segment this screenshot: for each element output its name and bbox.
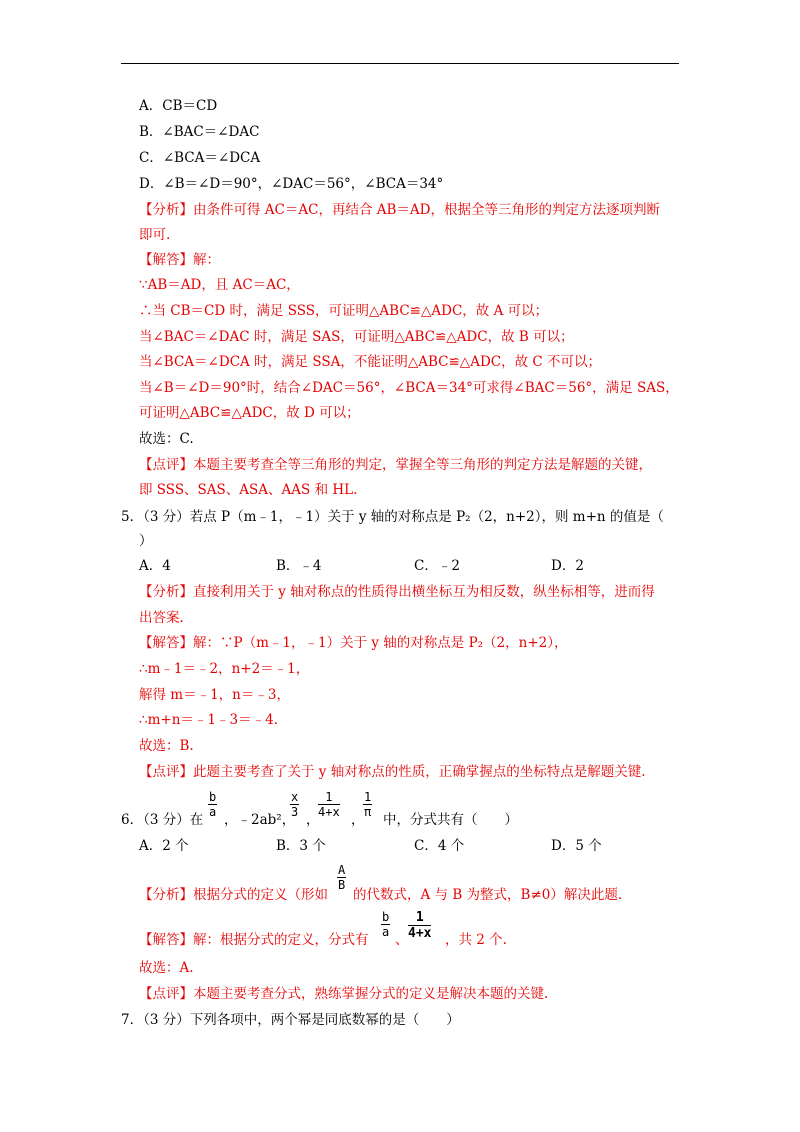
q4-solution-line1: ∵AB＝AD，且 AC＝AC， bbox=[139, 277, 300, 293]
q6-comment: 【点评】本题主要考查分式，熟练掌握分式的定义是解决本题的关键. bbox=[139, 986, 549, 1002]
q4-option-b: B．∠BAC＝∠DAC bbox=[139, 124, 260, 140]
q5-solution-line1: 【解答】解：∵P（m﹣1，﹣1）关于 y 轴的对称点是 P₂（2，n+2）， bbox=[139, 635, 568, 651]
q4-solution-line5: 当∠B＝∠D＝90°时，结合∠DAC＝56°，∠BCA＝34°可求得∠BAC＝56°，满足 SAS， bbox=[139, 380, 679, 396]
fraction-numerator: A bbox=[338, 863, 346, 877]
q4-option-d: D．∠B＝∠D＝90°，∠DAC＝56°，∠BCA＝34° bbox=[139, 176, 444, 192]
fraction-denominator: 4+x bbox=[318, 805, 340, 819]
q5-option-a: A．4 bbox=[139, 558, 171, 574]
q7-stem: 7．（3 分）下列各项中，两个幂是同底数幂的是（ ） bbox=[121, 1012, 460, 1028]
q6-solution-prefix: 【解答】解：根据分式的定义，分式有 bbox=[139, 932, 369, 948]
q5-comment: 【点评】此题主要考查了关于 y 轴对称点的性质，正确掌握点的坐标特点是解题关键. bbox=[139, 764, 646, 780]
q4-option-c: C．∠BCA＝∠DCA bbox=[139, 150, 261, 166]
q6-solution-fraction-1-over-4plusx bbox=[408, 911, 431, 940]
q5-option-c: C．﹣2 bbox=[414, 558, 460, 574]
fraction-numerator: 1 bbox=[415, 910, 424, 925]
q4-option-a: A．CB＝CD bbox=[139, 98, 218, 114]
q6-solution-fraction-b-over-a bbox=[381, 911, 390, 938]
q4-analysis-line2: 即可. bbox=[139, 227, 171, 243]
q6-option-b: B．3 个 bbox=[276, 838, 326, 854]
fraction-denominator: π bbox=[364, 805, 372, 819]
q5-solution-line3: 解得 m＝﹣1，n＝﹣3， bbox=[139, 687, 290, 703]
q6-option-c: C．4 个 bbox=[414, 838, 465, 854]
fraction-numerator: b bbox=[382, 910, 390, 924]
q6-fraction-b-over-a bbox=[208, 791, 217, 818]
q6-comma-1: ， bbox=[306, 812, 320, 828]
q4-analysis-line1: 【分析】由条件可得 AC＝AC，再结合 AB＝AD，根据全等三角形的判定方法逐项判断 bbox=[139, 202, 660, 218]
fraction-denominator: a bbox=[209, 805, 217, 819]
q6-stem-prefix: 6．（3 分）在 bbox=[121, 812, 204, 828]
q4-solution-line2: ∴当 CB＝CD 时，满足 SSS，可证明△ABC≌△ADC，故 A 可以； bbox=[139, 303, 549, 319]
fraction-denominator: 4+x bbox=[408, 926, 432, 941]
q6-solution-separator: 、 bbox=[395, 932, 409, 948]
q4-solution-line4: 当∠BCA＝∠DCA 时，满足 SSA，不能证明△ABC≌△ADC，故 C 不可以； bbox=[139, 354, 602, 370]
header-rule bbox=[121, 63, 679, 64]
q6-option-a: A．2 个 bbox=[139, 838, 189, 854]
q6-fraction-A-over-B bbox=[337, 864, 346, 891]
q6-fraction-1-over-pi bbox=[363, 791, 372, 818]
q4-choice: 故选：C. bbox=[139, 431, 194, 447]
q6-stem-suffix: 中，分式共有（ ） bbox=[383, 812, 518, 828]
q5-analysis-line2: 出答案. bbox=[139, 610, 184, 626]
q5-analysis-line1: 【分析】直接利用关于 y 轴对称点的性质得出横坐标互为相反数，纵坐标相等，进而得 bbox=[139, 584, 655, 600]
q6-comma-2: ， bbox=[351, 812, 365, 828]
q6-term-2ab: ，﹣2ab²， bbox=[224, 812, 296, 828]
q6-analysis-suffix: 的代数式，A 与 B 为整式，B≠0）解决此题. bbox=[353, 887, 623, 903]
fraction-denominator: a bbox=[382, 925, 390, 939]
fraction-numerator: b bbox=[209, 790, 217, 804]
q6-analysis-prefix: 【分析】根据分式的定义（形如 bbox=[139, 887, 328, 903]
q5-stem: 5．（3 分）若点 P（m﹣1，﹣1）关于 y 轴的对称点是 P₂（2，n+2），则 m+n 的值是（ bbox=[121, 509, 664, 525]
q4-solution-head: 【解答】解： bbox=[139, 252, 220, 268]
q5-stem-close: ） bbox=[139, 533, 153, 549]
q4-solution-line3: 当∠BAC＝∠DAC 时，满足 SAS，可证明△ABC≌△ADC，故 B 可以； bbox=[139, 329, 574, 345]
q6-choice: 故选：A. bbox=[139, 960, 194, 976]
q5-solution-line4: ∴m+n＝﹣1﹣3＝﹣4. bbox=[139, 712, 278, 728]
q6-fraction-1-over-4plusx bbox=[318, 791, 340, 818]
q6-fraction-x-over-3 bbox=[290, 791, 299, 818]
q5-choice: 故选：B. bbox=[139, 738, 194, 754]
q5-solution-line2: ∴m﹣1＝﹣2，n+2＝﹣1， bbox=[139, 661, 310, 677]
fraction-numerator: 1 bbox=[325, 790, 333, 804]
q4-comment-line1: 【点评】本题主要考查全等三角形的判定，掌握全等三角形的判定方法是解题的关键， bbox=[139, 457, 652, 473]
fraction-numerator: x bbox=[291, 790, 299, 804]
q6-option-d: D．5 个 bbox=[551, 838, 602, 854]
q6-solution-suffix: ，共 2 个. bbox=[445, 932, 507, 948]
fraction-denominator: B bbox=[338, 878, 346, 892]
q4-solution-line6: 可证明△ABC≌△ADC，故 D 可以； bbox=[139, 405, 360, 421]
fraction-denominator: 3 bbox=[291, 805, 299, 819]
q4-comment-line2: 即 SSS、SAS、ASA、AAS 和 HL. bbox=[139, 482, 358, 498]
q5-option-b: B．﹣4 bbox=[276, 558, 322, 574]
fraction-numerator: 1 bbox=[364, 790, 372, 804]
q5-option-d: D．2 bbox=[551, 558, 584, 574]
